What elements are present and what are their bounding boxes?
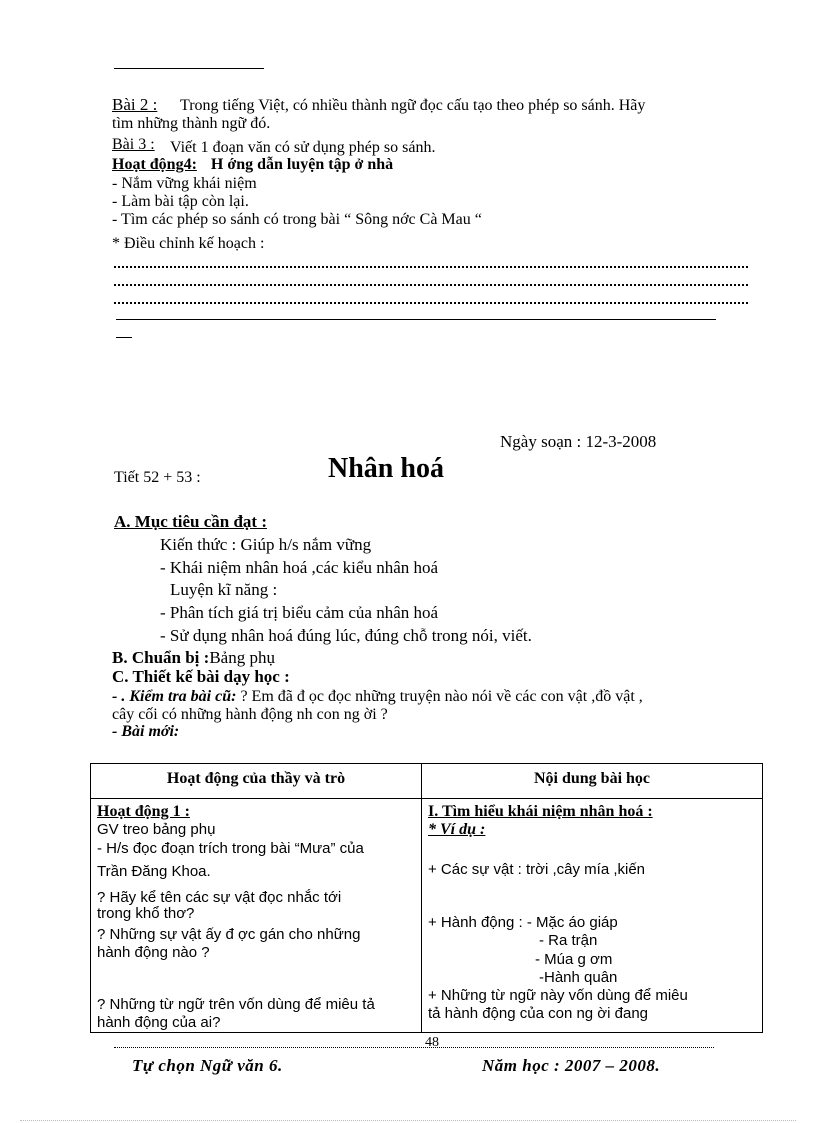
objective-3: Luyện kĩ năng : [170,580,278,599]
header-activities: Hoạt động của thầy và trò [166,770,346,787]
footer-left: Tự chọn Ngữ văn 6. [132,1056,283,1075]
review-label: - . Kiểm tra bài cũ: [112,688,237,705]
exercise-2-line2: tìm những thành ngữ đó. [112,115,271,132]
content-cell [422,799,763,1033]
objective-4: - Phân tích giá trị biểu cảm của nhân hoá [160,603,439,622]
period-label: Tiết 52 + 53 : [114,469,201,486]
section-c-heading: C. Thiết kế bài dạy học : [112,667,290,686]
left-line-1: GV treo bảng phụ [97,821,216,838]
table-row [91,799,763,1033]
exercise-3-text: Viết 1 đoạn văn có sử dụng phép so sánh. [170,139,436,156]
page-number: 48 [425,1035,439,1050]
right-line-1: + Các sự vật : trời ,cây mía ,kiến [428,861,646,878]
right-line-3: - Ra trận [539,932,598,949]
right-line-2: + Hành động : - Mặc áo giáp [428,914,618,931]
homework-item-3: - Tìm các phép so sánh có trong bài “ Sông nớc Cà Mau “ [112,211,482,228]
dotted-line-2 [114,280,748,286]
header-content: Nội dung bài học [533,770,651,787]
left-line-2: - H/s đọc đoạn trích trong bài “Mưa” của [97,840,364,857]
short-dash [116,337,132,338]
left-line-3: Trần Đăng Khoa. [97,863,211,880]
left-line-7: hành động nào ? [97,944,210,961]
objective-1: Kiến thức : Giúp h/s nắm vững [160,535,372,554]
activity-4-text: H ớng dẫn luyện tập ở nhà [210,156,394,173]
activity-1-heading: Hoạt động 1 : [97,803,190,820]
page-bottom-border [20,1120,796,1121]
lesson-title: Nhân hoá [328,453,444,484]
dotted-line-1 [114,262,748,268]
lesson-table [90,763,763,1033]
new-lesson-label: - Bài mới: [112,723,180,740]
activity-4-heading [112,156,393,174]
exercise-2-label-text: Bài 2 : [112,95,158,114]
review-line-2: cây cối có những hành động nh con ng ời ? [112,706,388,723]
top-rule [114,68,264,69]
prep-date: Ngày soạn : 12-3-2008 [500,432,657,451]
left-line-5: trong khổ thơ? [97,905,195,922]
right-line-4: - Múa g ơm [535,951,613,968]
review-line-1 [112,688,643,706]
footer-rule [114,1047,714,1048]
exercise-2-label [112,95,157,114]
left-line-8: ? Những từ ngữ trên vốn dùng để miêu tả [97,996,375,1013]
plan-adjustment-label: * Điều chỉnh kế hoạch : [112,235,265,252]
left-line-9: hành động của ai? [97,1014,221,1031]
section-a-heading: A. Mục tiêu cần đạt : [114,512,267,531]
activity-4-label: Hoạt động4: [112,156,197,173]
content-section-1-heading: I. Tìm hiểu khái niệm nhân hoá : [428,803,653,820]
left-line-4: ? Hãy kể tên các sự vật đọc nhắc tới [97,889,342,906]
homework-item-2: - Làm bài tập còn lại. [112,193,249,210]
right-line-7: tả hành động của con ng ời đang [428,1005,649,1022]
footer-right: Năm học : 2007 – 2008. [482,1056,661,1075]
table-header-row [91,764,763,799]
activities-cell [91,799,422,1033]
objective-2: - Khái niệm nhân hoá ,các kiểu nhân hoá [160,558,439,577]
table-header-cell [422,764,763,799]
separator-line [116,319,716,320]
objective-5: - Sử dụng nhân hoá đúng lúc, đúng chỗ trong nói, viết. [160,626,532,645]
section-b-value: Bảng phụ [209,648,275,667]
right-line-5: -Hành quân [539,969,618,986]
exercise-2-line1: Trong tiếng Việt, có nhiều thành ngữ đọc cấu tạo theo phép so sánh. Hãy [180,97,646,114]
dotted-line-3 [114,298,748,304]
section-b [112,648,275,667]
left-line-6: ? Những sự vật ấy đ ợc gán cho những [97,926,361,943]
exercise-3-label: Bài 3 : [112,136,155,153]
homework-item-1: - Nắm vững khái niệm [112,175,257,192]
review-question: ? Em đã đ ọc đọc những truyện nào nói về các con vật ,đồ vật , [240,688,643,705]
right-line-6: + Những từ ngữ này vốn dùng để miêu [428,987,688,1004]
table-header-cell [91,764,422,799]
section-b-heading: B. Chuẩn bị : [112,648,210,667]
example-label: * Ví dụ : [428,821,486,838]
